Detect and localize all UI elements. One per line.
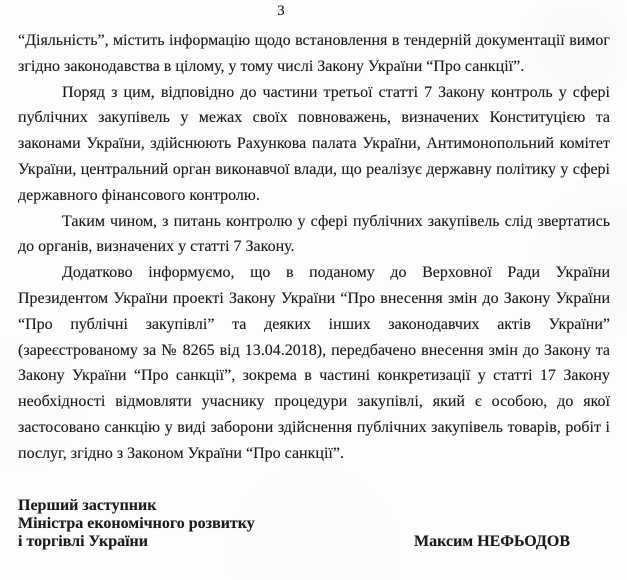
page-number: 3	[277, 3, 285, 19]
signature-title-line-2: Міністра економічного розвитку	[18, 514, 255, 532]
paragraph-continuation: “Діяльність”, містить інформацію щодо встановлення в тендерній документації вимог згідно законодавства в цілому, у тому числі Закону України “Про санкції”.	[18, 32, 610, 75]
signature-title-line-3: і торгівлі України	[18, 532, 148, 550]
paragraph-additional-info: Додатково інформуємо, що в поданому до Верховної Ради України Президентом України проекті Закону України “Про внесення змін до Закону України “Про публічні закупівлі” та деяких інших законодавчих актів України” (зареєстрованому за № 8265 від 13.04.2018), передбачено внесення змін до Закону та Закону України “Про санкції”, зокрема в частині конкретизації у статті 17 Закону необхідності відмовляти учаснику процедури закупівлі, який є особою, до якої застосовано санкцію у виді заборони здійснення публічних закупівель товарів, робіт і послуг, згідно з Законом України “Про санкції”.	[18, 264, 610, 462]
signature-name: Максим НЕФЬОДОВ	[414, 532, 570, 550]
signature-title-line-1: Перший заступник	[18, 496, 157, 514]
signature-title	[18, 497, 255, 551]
paragraph-control-bodies: Поряд з цим, відповідно до частини третьої статті 7 Закону контроль у сфері публічних закупівель у межах своїх повноважень, визначених Конституцією та законами України, здійснюють Рахункова палата України, Антимонопольний комітет України, центральний орган виконавчої влади, що реалізує державну політику у сфері державного фінансового контролю.	[18, 83, 610, 204]
signature-block	[18, 497, 610, 551]
paragraph-conclusion: Таким чином, з питань контролю у сфері публічних закупівель слід звертатись до органів, визначених у статті 7 Закону.	[18, 212, 610, 256]
